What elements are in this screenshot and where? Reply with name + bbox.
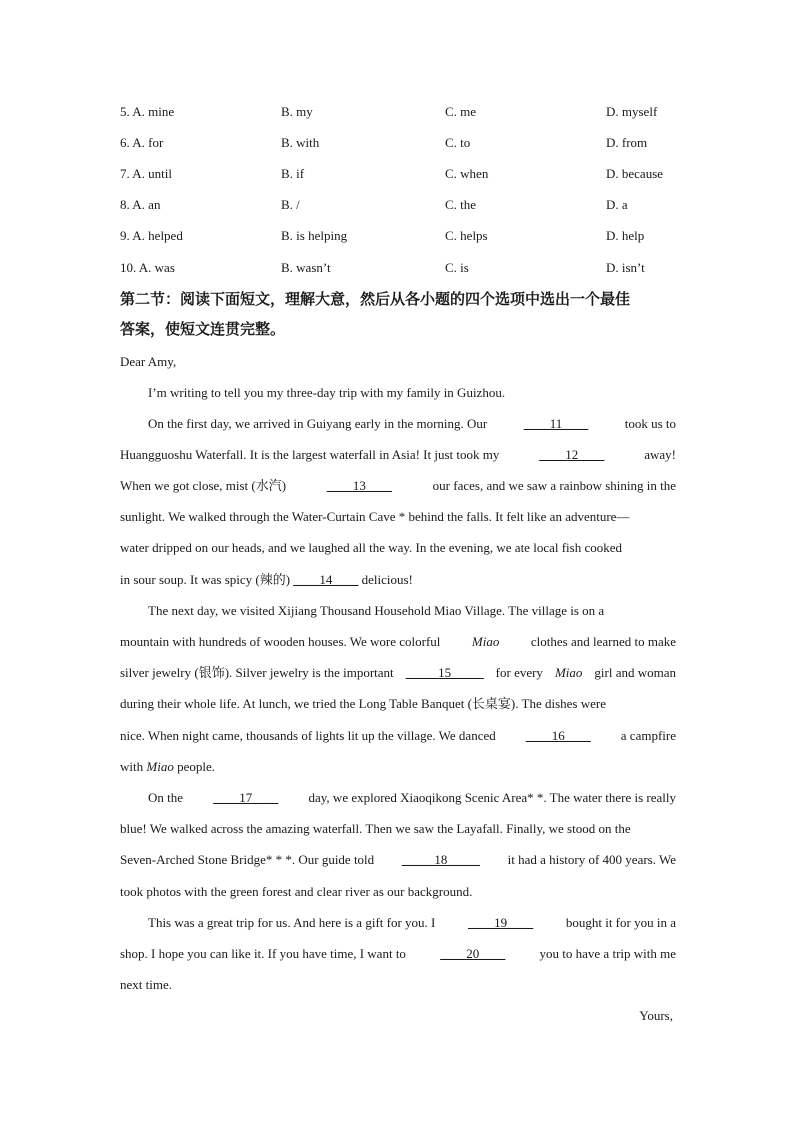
option-c: C. me (445, 104, 477, 119)
paragraph-5-line (148, 913, 676, 933)
option-d: D. a (606, 197, 628, 212)
text-segment: took us to (624, 416, 676, 431)
option-a: 8. A. an (120, 197, 161, 212)
text-segment: shop. I hope you can like it. If you have time, I want to (120, 946, 406, 961)
option-row-9 (0, 226, 794, 246)
option-b: B. wasn’t (281, 260, 331, 275)
paragraph-2-line: water dripped on our heads, and we laughed all the way. In the evening, we ate local fish cooked (120, 540, 623, 555)
option-d: D. myself (606, 104, 658, 119)
text-segment: silver jewelry (银饰). Silver jewelry is the important (120, 665, 394, 680)
option-c: C. is (445, 260, 469, 275)
option-row-10 (0, 258, 794, 278)
option-c: C. when (445, 166, 489, 181)
option-b: B. my (281, 104, 313, 119)
text-segment: bought it for you in a (565, 915, 676, 930)
text-segment: our faces, and we saw a rainbow shining in the (432, 478, 676, 493)
option-c: C. helps (445, 228, 488, 243)
option-a: 9. A. helped (120, 228, 183, 243)
text-segment: When we got close, mist (水汽) (120, 478, 287, 493)
paragraph-3-line (120, 726, 676, 746)
text-segment: delicious! (361, 572, 413, 587)
option-b: B. / (281, 197, 300, 212)
option-row-8 (0, 195, 794, 215)
text-segment: a campfire (620, 728, 676, 743)
letter-closing: Yours, (639, 1008, 673, 1023)
option-d: D. from (606, 135, 648, 150)
paragraph-3-line (120, 632, 676, 652)
text-segment: Miao (471, 634, 500, 649)
option-d: D. isn’t (606, 260, 645, 275)
blank-15: _____15_____ (405, 665, 484, 680)
paragraph-3-line: during their whole life. At lunch, we tried the Long Table Banquet (长桌宴). The dishes were (120, 696, 606, 711)
text-segment: nice. When night came, thousands of lights lit up the village. We danced (120, 728, 496, 743)
option-d: D. help (606, 228, 645, 243)
option-row-5 (0, 102, 794, 122)
paragraph-4-line (120, 850, 676, 870)
paragraph-3-line: The next day, we visited Xijiang Thousand Household Miao Village. The village is on a (148, 603, 605, 618)
paragraph-4-line (148, 788, 676, 808)
text-segment: Huangguoshu Waterfall. It is the largest waterfall in Asia! It just took my (120, 447, 500, 462)
option-a: 6. A. for (120, 135, 164, 150)
text-segment: On the (148, 790, 184, 805)
text-segment: On the first day, we arrived in Guiyang early in the morning. Our (148, 416, 488, 431)
blank-18: _____18_____ (401, 852, 480, 867)
blank-17: ____17____ (213, 790, 279, 805)
option-row-6 (0, 133, 794, 153)
text-segment: Miao (554, 665, 583, 680)
option-d: D. because (606, 166, 664, 181)
paragraph-1: I’m writing to tell you my three-day trip with my family in Guizhou. (148, 385, 506, 400)
letter-greeting: Dear Amy, (120, 354, 177, 369)
paragraph-4-line: blue! We walked across the amazing waterfall. Then we saw the Layafall. Finally, we stood on the (120, 821, 631, 836)
paragraph-5-line: next time. (120, 977, 172, 992)
option-b: B. is helping (281, 228, 348, 243)
blank-11: ____11____ (523, 416, 589, 431)
text-segment: clothes and learned to make (530, 634, 676, 649)
blank-12: ____12____ (539, 447, 605, 462)
section-heading-line2: 答案，使短文连贯完整。 (120, 320, 286, 338)
section-heading-line1: 第二节：阅读下面短文，理解大意，然后从各小题的四个选项中选出一个最佳 (120, 290, 631, 308)
paragraph-5-line (120, 944, 676, 964)
text-segment: Miao (146, 759, 174, 774)
option-c: C. the (445, 197, 477, 212)
text-segment: mountain with hundreds of wooden houses. We wore colorful (120, 634, 441, 649)
paragraph-2-line: sunlight. We walked through the Water-Curtain Cave * behind the falls. It felt like an adventure— (120, 509, 630, 524)
text-segment: Seven-Arched Stone Bridge* * *. Our guide told (120, 852, 375, 867)
paragraph-3-line (120, 757, 676, 777)
blank-14: ____14____ (293, 572, 359, 587)
paragraph-2-line (120, 476, 676, 496)
option-a: 7. A. until (120, 166, 173, 181)
text-segment: you to have a trip with me (539, 946, 676, 961)
text-segment: in sour soup. It was spicy (辣的) (120, 572, 291, 587)
option-b: B. if (281, 166, 305, 181)
text-segment: day, we explored Xiaoqikong Scenic Area* *. The water there is really (308, 790, 676, 805)
option-a: 10. A. was (120, 260, 175, 275)
option-row-7 (0, 164, 794, 184)
paragraph-2-line (120, 445, 676, 465)
option-a: 5. A. mine (120, 104, 175, 119)
text-segment: with (120, 759, 144, 774)
blank-20: ____20____ (440, 946, 506, 961)
blank-13: ____13____ (326, 478, 392, 493)
text-segment: This was a great trip for us. And here is a gift for you. I (148, 915, 436, 930)
blank-16: ____16____ (525, 728, 591, 743)
text-segment: girl and woman (594, 665, 676, 680)
paragraph-3-line (120, 663, 676, 683)
text-segment: people. (177, 759, 215, 774)
text-segment: for every (495, 665, 543, 680)
option-c: C. to (445, 135, 471, 150)
option-b: B. with (281, 135, 320, 150)
paragraph-2-line (120, 570, 676, 590)
paragraph-4-line: took photos with the green forest and clear river as our background. (120, 884, 473, 899)
blank-19: ____19____ (468, 915, 534, 930)
text-segment: it had a history of 400 years. We (507, 852, 676, 867)
text-segment: away! (644, 447, 676, 462)
paragraph-2-line (148, 414, 676, 434)
